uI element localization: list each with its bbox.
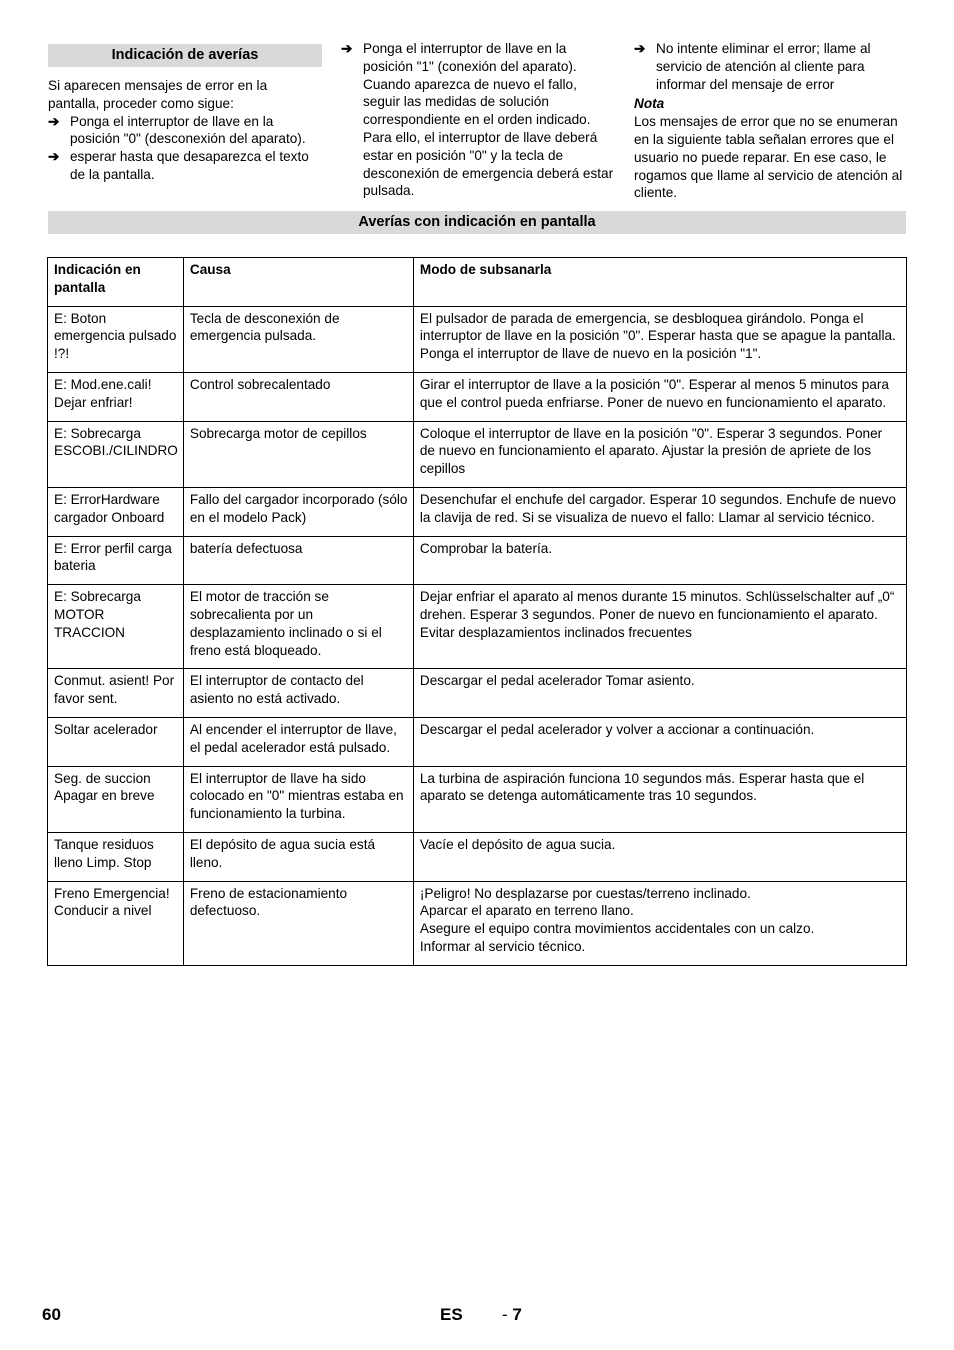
step-3: [341, 40, 616, 200]
header-cause: Causa: [183, 258, 413, 307]
arrow-right-icon: ➔: [48, 113, 60, 129]
cell-remedy: El pulsador de parada de emergencia, se desbloquea girándolo. Ponga el interruptor de llave en la posición "0". Esperar hasta que se apague la pantalla. Ponga el interruptor de llave de nuevo en la posición "1".: [413, 306, 906, 372]
table-header-row: [48, 258, 907, 307]
section-title-error-indication: Indicación de averías: [48, 44, 322, 67]
table-row: [48, 766, 907, 832]
cell-cause: El interruptor de llave ha sido colocado en "0" mientras estaba en funcionamiento la turbina.: [183, 766, 413, 832]
table-row: [48, 536, 907, 585]
table-row: [48, 669, 907, 718]
sub-page-prefix: -: [502, 1305, 508, 1324]
cell-remedy: Girar el interruptor de llave a la posición "0". Esperar al menos 5 minutos para que el control pueda enfriarse. Poner de nuevo en funcionamiento el aparato.: [413, 372, 906, 421]
note-text: Los mensajes de error que no se enumeran en la siguiente tabla señalan errores que el usuario no puede reparar. En ese caso, le rogamos que llame al servicio de atención al cliente.: [634, 114, 903, 201]
column-3: [634, 40, 906, 202]
page-number: 60: [42, 1305, 61, 1324]
column-1: [48, 40, 322, 184]
cell-cause: Al encender el interruptor de llave, el pedal acelerador está pulsado.: [183, 717, 413, 766]
section-title-display-errors: Averías con indicación en pantalla: [48, 211, 906, 234]
cell-cause: Freno de estacionamiento defectuoso.: [183, 881, 413, 965]
arrow-right-icon: ➔: [634, 41, 646, 56]
cell-cause: El motor de tracción se sobrecalienta por un desplazamiento inclinado o si el freno está bloqueado.: [183, 585, 413, 669]
cell-display: Freno Emergencia! Conducir a nivel: [48, 881, 184, 965]
cell-cause: Control sobrecalentado: [183, 372, 413, 421]
table-row: [48, 421, 907, 487]
cell-remedy: Vacíe el depósito de agua sucia.: [413, 832, 906, 881]
cell-remedy: Coloque el interruptor de llave en la posición "0". Esperar 3 segundos. Poner de nuevo en funcionamiento el aparato. Ajustar la presión de apriete de los cepillos: [413, 421, 906, 487]
cell-cause: Tecla de desconexión de emergencia pulsada.: [183, 306, 413, 372]
step-4: [634, 40, 906, 93]
arrow-right-icon: ➔: [341, 41, 353, 56]
cell-cause: Sobrecarga motor de cepillos: [183, 421, 413, 487]
cell-display: E: Sobrecarga MOTOR TRACCION: [48, 585, 184, 669]
cell-cause: El interruptor de contacto del asiento no está activado.: [183, 669, 413, 718]
cell-remedy: Dejar enfriar el aparato al menos durante 15 minutos. Schlüsselschalter auf „0“ drehen. Esperar 3 segundos. Poner de nuevo en funcionamiento el aparato. Evitar desplazamientos inclinados frecuentes: [413, 585, 906, 669]
cell-remedy: La turbina de aspiración funciona 10 segundos más. Esperar hasta que el aparato se detenga automáticamente tras 10 segundos.: [413, 766, 906, 832]
step-3-text: Ponga el interruptor de llave en la posición "1" (conexión del aparato). Cuando aparezca de nuevo el fallo, seguir las medidas de solución correspondiente en el orden indicado. Para ello, el interruptor de llave deberá estar en posición "0" y la tecla de desconexión de emergencia deberá estar pulsada.: [363, 41, 614, 199]
language-code: ES: [440, 1305, 463, 1324]
note-title: Nota: [634, 96, 665, 112]
step-2: [48, 148, 322, 184]
step-1-text: Ponga el interruptor de llave en la posición "0" (desconexión del aparato).: [70, 113, 306, 147]
error-table: [47, 257, 907, 966]
cell-remedy: Desenchufar el enchufe del cargador. Esperar 10 segundos. Enchufe de nuevo la clavija de red. Si se visualiza de nuevo el fallo: Llamar al servicio técnico.: [413, 487, 906, 536]
cell-display: Conmut. asient! Por favor sent.: [48, 669, 184, 718]
header-remedy: Modo de subsanarla: [413, 258, 906, 307]
table-row: [48, 881, 907, 965]
intro-text: Si aparecen mensajes de error en la pantalla, proceder como sigue:: [48, 78, 268, 111]
cell-remedy: ¡Peligro! No desplazarse por cuestas/terreno inclinado. Aparcar el aparato en terreno llano. Asegure el equipo contra movimientos accidentales con un calzo. Informar al servicio técnico.: [413, 881, 906, 965]
cell-remedy: Descargar el pedal acelerador Tomar asiento.: [413, 669, 906, 718]
cell-display: Soltar acelerador: [48, 717, 184, 766]
table-row: [48, 372, 907, 421]
sub-page-value: 7: [512, 1305, 522, 1324]
table-row: [48, 585, 907, 669]
cell-remedy: Comprobar la batería.: [413, 536, 906, 585]
column-2: [341, 40, 616, 200]
cell-display: Seg. de succion Apagar en breve: [48, 766, 184, 832]
table-row: [48, 832, 907, 881]
cell-cause: batería defectuosa: [183, 536, 413, 585]
cell-display: E: Sobrecarga ESCOBI./CILINDRO: [48, 421, 184, 487]
cell-cause: El depósito de agua sucia está lleno.: [183, 832, 413, 881]
cell-display: E: ErrorHardware cargador Onboard: [48, 487, 184, 536]
step-1: [48, 113, 322, 149]
table-row: [48, 306, 907, 372]
table-row: [48, 487, 907, 536]
step-2-text: esperar hasta que desaparezca el texto de la pantalla.: [70, 149, 309, 182]
arrow-right-icon: ➔: [48, 149, 60, 165]
cell-display: E: Boton emergencia pulsado !?!: [48, 306, 184, 372]
cell-display: Tanque residuos lleno Limp. Stop: [48, 832, 184, 881]
table-row: [48, 717, 907, 766]
step-4-text: No intente eliminar el error; llame al servicio de atención al cliente para informar del mensaje de error: [656, 41, 871, 92]
cell-cause: Fallo del cargador incorporado (sólo en el modelo Pack): [183, 487, 413, 536]
sub-page-number: [502, 1306, 522, 1324]
cell-display: E: Mod.ene.cali! Dejar enfriar!: [48, 372, 184, 421]
cell-remedy: Descargar el pedal acelerador y volver a accionar a continuación.: [413, 717, 906, 766]
cell-display: E: Error perfil carga bateria: [48, 536, 184, 585]
header-display: Indicación en pantalla: [48, 258, 184, 307]
